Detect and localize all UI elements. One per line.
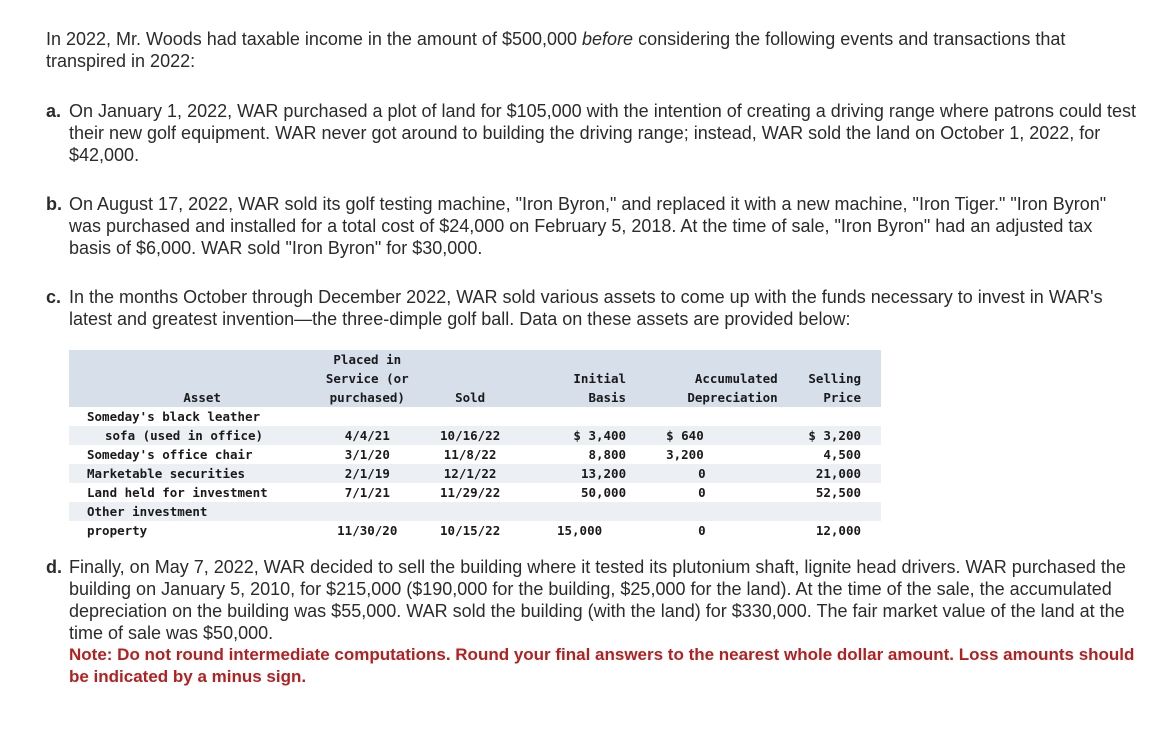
row-placed: 11/30/20 — [337, 523, 398, 538]
header-placed-line3: purchased) — [317, 388, 417, 407]
row-basis: 15,000 — [556, 523, 603, 538]
header-price-line2: Price — [778, 388, 881, 407]
note-text: Note: Do not round intermediate computations. Round your final answers to the nearest whole dollar amount. Loss amounts should be indicated by a minus sign. — [69, 645, 1135, 686]
header-price-line1: Selling — [778, 369, 881, 388]
row-basis: $ 3,400 — [523, 426, 626, 445]
table-row — [69, 483, 881, 502]
header-basis-line1: Initial — [523, 369, 626, 388]
header-depreciation-line1: Accumulated — [626, 369, 778, 388]
item-d — [46, 556, 1136, 688]
row-sold: 12/1/22 — [417, 464, 523, 483]
row-asset-line1: Someday's black leather — [87, 409, 261, 424]
row-price: 21,000 — [778, 464, 881, 483]
row-price: $ 3,200 — [778, 426, 881, 445]
row-basis: 50,000 — [580, 485, 627, 500]
row-asset-line1: Other investment — [69, 502, 317, 521]
row-placed: 4/4/21 — [317, 426, 417, 445]
row-asset: Land held for investment — [87, 485, 268, 500]
row-price: 4,500 — [823, 447, 861, 462]
item-a — [46, 100, 1136, 166]
row-asset-line2: property — [87, 523, 148, 538]
header-depreciation-line2: Depreciation — [626, 388, 778, 407]
header-placed-line1: Placed in — [317, 350, 417, 369]
row-placed: 3/1/20 — [344, 447, 390, 462]
intro-paragraph — [46, 28, 1136, 72]
intro-text-end: considering the following events and transactions that transpired in 2022: — [46, 29, 1066, 71]
row-price: 52,500 — [815, 485, 861, 500]
row-placed: 7/1/21 — [344, 485, 390, 500]
row-sold: 11/8/22 — [443, 447, 497, 462]
header-basis-line2: Basis — [523, 388, 626, 407]
row-depreciation: 3,200 — [666, 447, 704, 462]
table-row — [69, 445, 881, 464]
item-b-label: b. — [46, 194, 62, 214]
row-price: 12,000 — [815, 523, 861, 538]
item-b-text: On August 17, 2022, WAR sold its golf testing machine, "Iron Byron," and replaced it with a new machine, "Iron Tiger." "Iron Byron" was purchased and installed for a total cost of $24,000 on February 5, 2018. At the time of sale, "Iron Byron" had an adjusted tax basis of $6,000. WAR sold "Iron Byron" for $30,000. — [69, 194, 1107, 258]
item-d-text: Finally, on May 7, 2022, WAR decided to sell the building where it tested its plutonium shaft, lignite head drivers. WAR purchased the building on January 5, 2010, for $215,000 ($190,000 for the building, $25,000 for the land). At the time of the sale, the accumulated depreciation on the building was $55,000. WAR sold the building (with the land) for $330,000. The fair market value of the land at the time of sale was $50,000. — [69, 557, 1126, 643]
row-basis: 13,200 — [523, 464, 626, 483]
header-sold: Sold — [417, 388, 523, 407]
row-depreciation: 0 — [698, 485, 706, 500]
problem-content — [46, 28, 1136, 688]
asset-table — [69, 350, 881, 540]
item-a-text: On January 1, 2022, WAR purchased a plot of land for $105,000 with the intention of creating a driving range where patrons could test their new golf equipment. WAR never got around to building the driving range; instead, WAR sold the land on October 1, 2022, for $42,000. — [69, 101, 1136, 165]
row-depreciation: $ 640 — [626, 426, 778, 445]
table-row — [69, 502, 881, 521]
table-row — [69, 407, 881, 426]
header-placed-line2: Service (or — [317, 369, 417, 388]
row-asset-line2: sofa (used in office) — [69, 426, 317, 445]
item-c-label: c. — [46, 287, 62, 307]
item-d-label: d. — [46, 557, 62, 577]
header-asset: Asset — [69, 388, 317, 407]
table-row — [69, 426, 881, 445]
item-a-label: a. — [46, 101, 62, 121]
intro-text-start: In 2022, Mr. Woods had taxable income in the amount of $500,000 — [46, 29, 583, 49]
row-placed: 2/1/19 — [317, 464, 417, 483]
row-asset: Someday's office chair — [87, 447, 253, 462]
item-c — [46, 286, 1136, 330]
row-depreciation: 0 — [698, 523, 706, 538]
item-b — [46, 193, 1136, 259]
intro-emphasis: before — [582, 29, 634, 49]
row-basis: 8,800 — [588, 447, 627, 462]
table-row — [69, 464, 881, 483]
item-c-text: In the months October through December 2022, WAR sold various assets to come up with the funds necessary to invest in WAR's latest and greatest invention—the three-dimple golf ball. Data on these assets are provided below: — [69, 287, 1103, 329]
row-depreciation: 0 — [626, 464, 778, 483]
table-row — [69, 521, 881, 540]
row-sold: 10/16/22 — [417, 426, 523, 445]
row-sold: 10/15/22 — [440, 523, 501, 538]
row-asset: Marketable securities — [69, 464, 317, 483]
row-sold: 11/29/22 — [440, 485, 501, 500]
